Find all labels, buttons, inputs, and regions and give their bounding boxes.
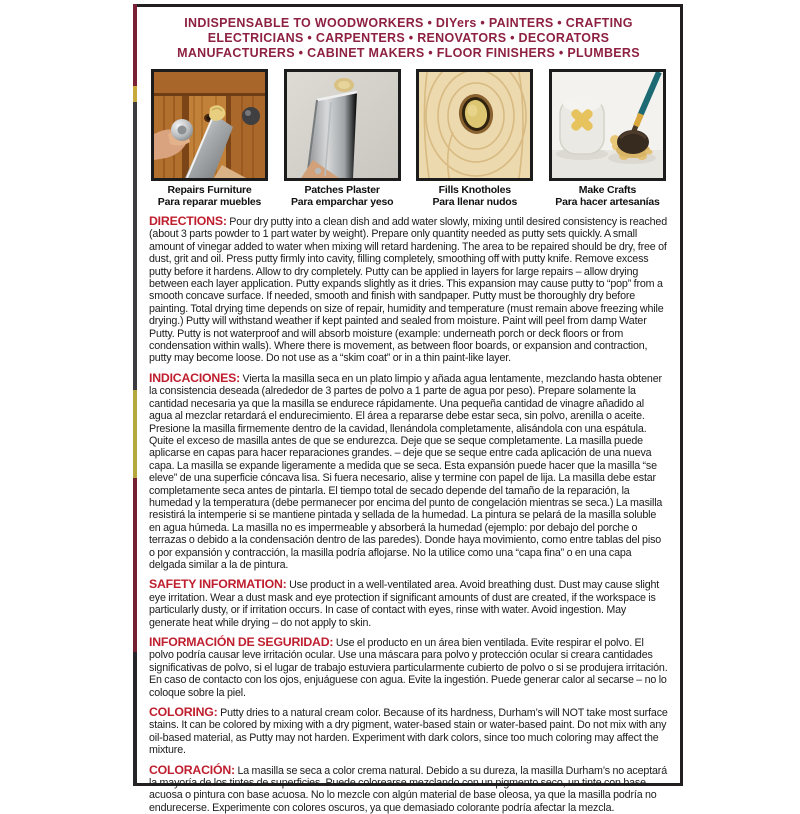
section-text-coloring: Putty dries to a natural cream color. Because of its hardness, Durham’s will NOT take most surface stains. It can be colored by mixing with a dry pigment, water-based stain or water-based paint. Do not mix with any oil-based material, as Putty may not harden. Experiment with dark colors, since too much coloring may affect the mixture. (149, 707, 668, 757)
caption-patches-plaster (284, 184, 401, 208)
caption-en: Make Crafts (578, 184, 637, 196)
figure-make-crafts (549, 69, 666, 208)
section-heading-coloring: COLORING: (149, 705, 218, 720)
section-text-indicaciones: Vierta la masilla seca en un plato limpio y añada agua lentamente, mezclando hasta obtener la consistencia deseada (alrededor de 3 partes de polvo a 1 parte de agua por peso). Prepare solamente la cantidad necesaria ya que la masilla se endurece rápidamente. Una pequeña cantidad de vinagre añadido al agua al mezclar retardará el endurecimiento. El área a repararse debe estar seca, sin polvo, arenilla o aceite. Presione la masilla firmemente dentro de la cavidad, llenándola completamente, alisándola con una espátula. Quite el exceso de masilla antes de que se endurezca. Deje que se seque completamente. La masilla puede aplicarse en capas para hacer reparaciones grandes. – deje que se seque entre cada aplicación de una nueva capa. La masilla se expande ligeramente a medida que se seca. Esta expansión puede hacer que la masilla “se eleve” de una superficie cóncava lisa. Si fuera necesario, alise y termine con papel de lija. La masilla debe estar completamente seca antes de pintarla. El tiempo total de secado depende del tamaño de la reparación, la humedad y la temperatura (debe permanecer por encima del punto de congelación mientras se seca.) La masilla resistirá la intemperie si se mantiene pintada y sellada de la humedad. La pintura se pelará de la masilla soluble en agua húmeda. La masilla no es impermeable y absorberá la humedad (ejemplo: por debajo del porche o terrazas o debido a la condensación dentro de las paredes). Donde haya movimiento, como entre tablas del piso o por expansión y contracción, la masilla podría aflojarse. No la utilice como una “capa fina” o en una capa delgada similar a la de pintura. (149, 372, 663, 571)
claims-line-2: ELECTRICIANS • CARPENTERS • RENOVATORS • DECORATORS (207, 31, 610, 45)
caption-repairs-furniture (151, 184, 268, 208)
section-text-safety-information: Use product in a well-ventilated area. Avoid breathing dust. Dust may cause slight eye irritation. Wear a dust mask and eye protection if significant amounts of dust are created, if the workspace is particularly dusty, or if irritation occurs. In case of contact with eyes, rinse with water. Avoid ingestion. May generate heat while drying – do not apply to skin. (149, 579, 660, 629)
section-heading-directions: DIRECTIONS: (149, 214, 227, 228)
claims-line-1: INDISPENSABLE TO WOODWORKERS • DIYers • PAINTERS • CRAFTING (184, 16, 633, 30)
section-coloracion (149, 764, 668, 814)
caption-en: Repairs Furniture (167, 184, 252, 196)
section-text-coloracion: La masilla se seca a color crema natural. Debido a su dureza, la masilla Durham’s no aceptará la mayoría de los tintes de superficies. Puede colorearse mezclando con un pigmento seco, un tinte con base acuosa o pintura con base acuosa. No lo mezcle con algún material de base oleosa, ya que la masilla podría no endurecerse. Experimente con colores oscuros, ya que demasiado colorante podría afectar la mezcla. (149, 764, 668, 814)
section-heading-indicaciones: INDICACIONES: (149, 370, 240, 385)
figure-repairs-furniture (151, 69, 268, 208)
caption-es: Para emparchar yeso (290, 196, 394, 208)
caption-en: Patches Plaster (304, 184, 380, 196)
figure-patches-plaster (284, 69, 401, 208)
section-coloring (149, 706, 668, 757)
photo-patches-plaster (284, 69, 401, 181)
section-heading-informacion-de-seguridad: INFORMACIÓN DE SEGURIDAD: (149, 635, 334, 649)
figure-fills-knotholes (416, 69, 533, 208)
photo-fills-knotholes (416, 69, 533, 181)
section-safety-information (149, 578, 668, 629)
section-heading-coloracion: COLORACIÓN: (149, 762, 235, 777)
caption-es: Para reparar muebles (157, 196, 262, 208)
section-text-directions: Pour dry putty into a clean dish and add water slowly, mixing until desired consistency is reached (about 3 parts powder to 1 part water by weight). Prepare only quantity needed as putty sets quickly. A small amount of vinegar added to water when mixing will retard hardening. The area to be repaired should be dry, free of dust, grit and oil. Press putty firmly into cavity, filling completely, smoothing off with putty knife. Remove excess putty before it hardens. Allow to dry completely. Putty can be applied in layers for large repairs – allow drying between each layer application. Putty expands slightly as it dries. This expansion may cause putty to “pop” from a smooth concave surface. If needed, smooth and finish with sandpaper. Putty must be thoroughly dry before painting. Total drying time depends on size of repair, humidity and temperature (must remain above freezing while drying.) Putty will withstand weather if kept painted and sealed from moisture. Paint will peel from damp Water Putty. Putty is not waterproof and will absorb moisture (example: underneath porch or deck floors or from condensation within walls). Where there is movement, as between floor boards, or expansion and contraction, putty may become loose. Do not use as a “skim coat” or in a thin paint-like layer. (149, 216, 667, 365)
section-informacion-de-seguridad (149, 636, 668, 699)
usage-photos-row (137, 69, 680, 208)
audience-claims-header (137, 16, 680, 61)
photo-make-crafts (549, 69, 666, 181)
claims-line-3: MANUFACTURERS • CABINET MAKERS • FLOOR FINISHERS • PLUMBERS (177, 46, 640, 60)
caption-es: Para hacer artesanías (555, 196, 660, 208)
photo-repairs-furniture (151, 69, 268, 181)
section-heading-safety-information: SAFETY INFORMATION: (149, 577, 287, 592)
section-text-informacion-de-seguridad: Use el producto en un área bien ventilada. Evite respirar el polvo. El polvo podría causar leve irritación ocular. Use una máscara para polvo y protección ocular si creara cantidades significativas de polvo, si el lugar de trabajo estuviera particularmente cubierto de polvo o si se produjera irritación. En caso de contacto con los ojos, enjuáguese con agua. Evite la ingestión. Puede generar calor al secarse – no lo coloque sobre la piel. (149, 637, 668, 699)
section-directions (149, 215, 668, 365)
section-indicaciones (149, 372, 668, 572)
caption-fills-knotholes (416, 184, 533, 208)
label-content-panel (137, 4, 683, 814)
instruction-sections (137, 215, 680, 814)
caption-make-crafts (549, 184, 666, 208)
caption-es: Para llenar nudos (432, 196, 518, 208)
caption-en: Fills Knotholes (438, 184, 511, 196)
